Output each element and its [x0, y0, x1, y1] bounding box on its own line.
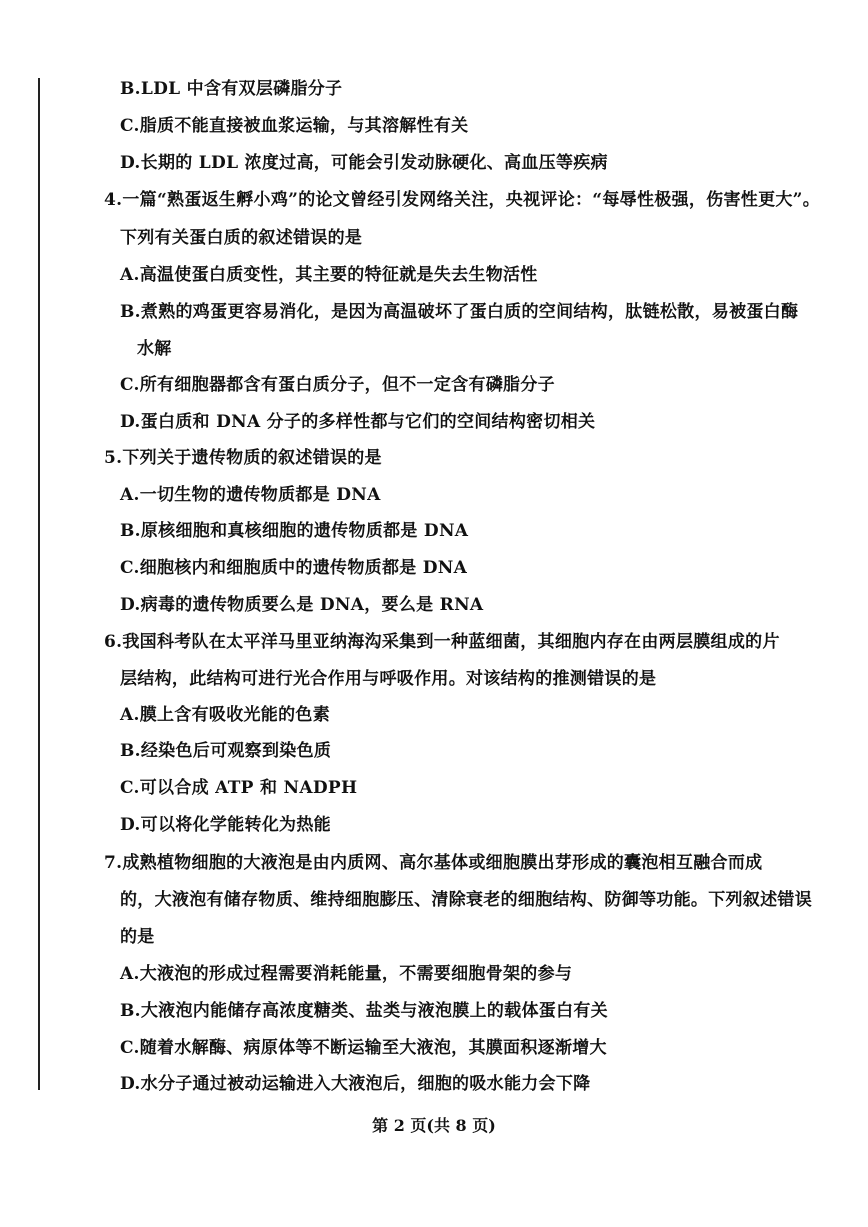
option-6d: D.可以将化学能转化为热能 — [120, 815, 331, 835]
question-5-stem: 5.下列关于遗传物质的叙述错误的是 — [104, 448, 382, 468]
option-7c: C.随着水解酶、病原体等不断运输至大液泡，其膜面积逐渐增大 — [120, 1038, 607, 1058]
option-3d: D.长期的 LDL 浓度过高，可能会引发动脉硬化、高血压等疾病 — [120, 153, 608, 173]
question-4-stem: 4.一篇“熟蛋返生孵小鸡”的论文曾经引发网络关注，央视评论：“每辱性极强，伤害性更大”。 — [104, 190, 821, 210]
option-6b: B.经染色后可观察到染色质 — [120, 741, 332, 761]
option-7b: B.大液泡内能储存高浓度糖类、盐类与液泡膜上的载体蛋白有关 — [120, 1001, 608, 1021]
binding-margin-line — [38, 78, 40, 1090]
option-4a: A.高温使蛋白质变性，其主要的特征就是失去生物活性 — [120, 265, 538, 285]
option-5a: A.一切生物的遗传物质都是 DNA — [120, 485, 381, 505]
option-4c: C.所有细胞器都含有蛋白质分子，但不一定含有磷脂分子 — [120, 375, 555, 395]
option-5d: D.病毒的遗传物质要么是 DNA，要么是 RNA — [120, 595, 484, 615]
question-7-stem-cont: 的，大液泡有储存物质、维持细胞膨压、清除衰老的细胞结构、防御等功能。下列叙述错误 — [120, 890, 812, 910]
question-7-stem: 7.成熟植物细胞的大液泡是由内质网、高尔基体或细胞膜出芽形成的囊泡相互融合而成 — [104, 853, 763, 873]
question-6-stem-cont: 层结构，此结构可进行光合作用与呼吸作用。对该结构的推测错误的是 — [120, 669, 657, 689]
option-4b-cont: 水解 — [137, 339, 172, 359]
option-6c: C.可以合成 ATP 和 NADPH — [120, 778, 358, 798]
option-4d: D.蛋白质和 DNA 分子的多样性都与它们的空间结构密切相关 — [120, 412, 596, 432]
option-5b: B.原核细胞和真核细胞的遗传物质都是 DNA — [120, 521, 469, 541]
page-number-footer: 第 2 页(共 8 页) — [372, 1116, 496, 1135]
question-7-stem-end: 的是 — [120, 927, 155, 947]
option-7d: D.水分子通过被动运输进入大液泡后，细胞的吸水能力会下降 — [120, 1074, 591, 1094]
option-7a: A.大液泡的形成过程需要消耗能量，不需要细胞骨架的参与 — [120, 964, 573, 984]
option-4b: B.煮熟的鸡蛋更容易消化，是因为高温破坏了蛋白质的空间结构，肽链松散，易被蛋白酶 — [120, 302, 799, 322]
question-4-stem-cont: 下列有关蛋白质的叙述错误的是 — [120, 228, 363, 248]
option-3c: C.脂质不能直接被血浆运输，与其溶解性有关 — [120, 116, 469, 136]
option-3b: B.LDL 中含有双层磷脂分子 — [120, 79, 343, 99]
option-5c: C.细胞核内和细胞质中的遗传物质都是 DNA — [120, 558, 468, 578]
option-6a: A.膜上含有吸收光能的色素 — [120, 705, 331, 725]
question-6-stem: 6.我国科考队在太平洋马里亚纳海沟采集到一种蓝细菌，其细胞内存在由两层膜组成的片 — [104, 632, 780, 652]
